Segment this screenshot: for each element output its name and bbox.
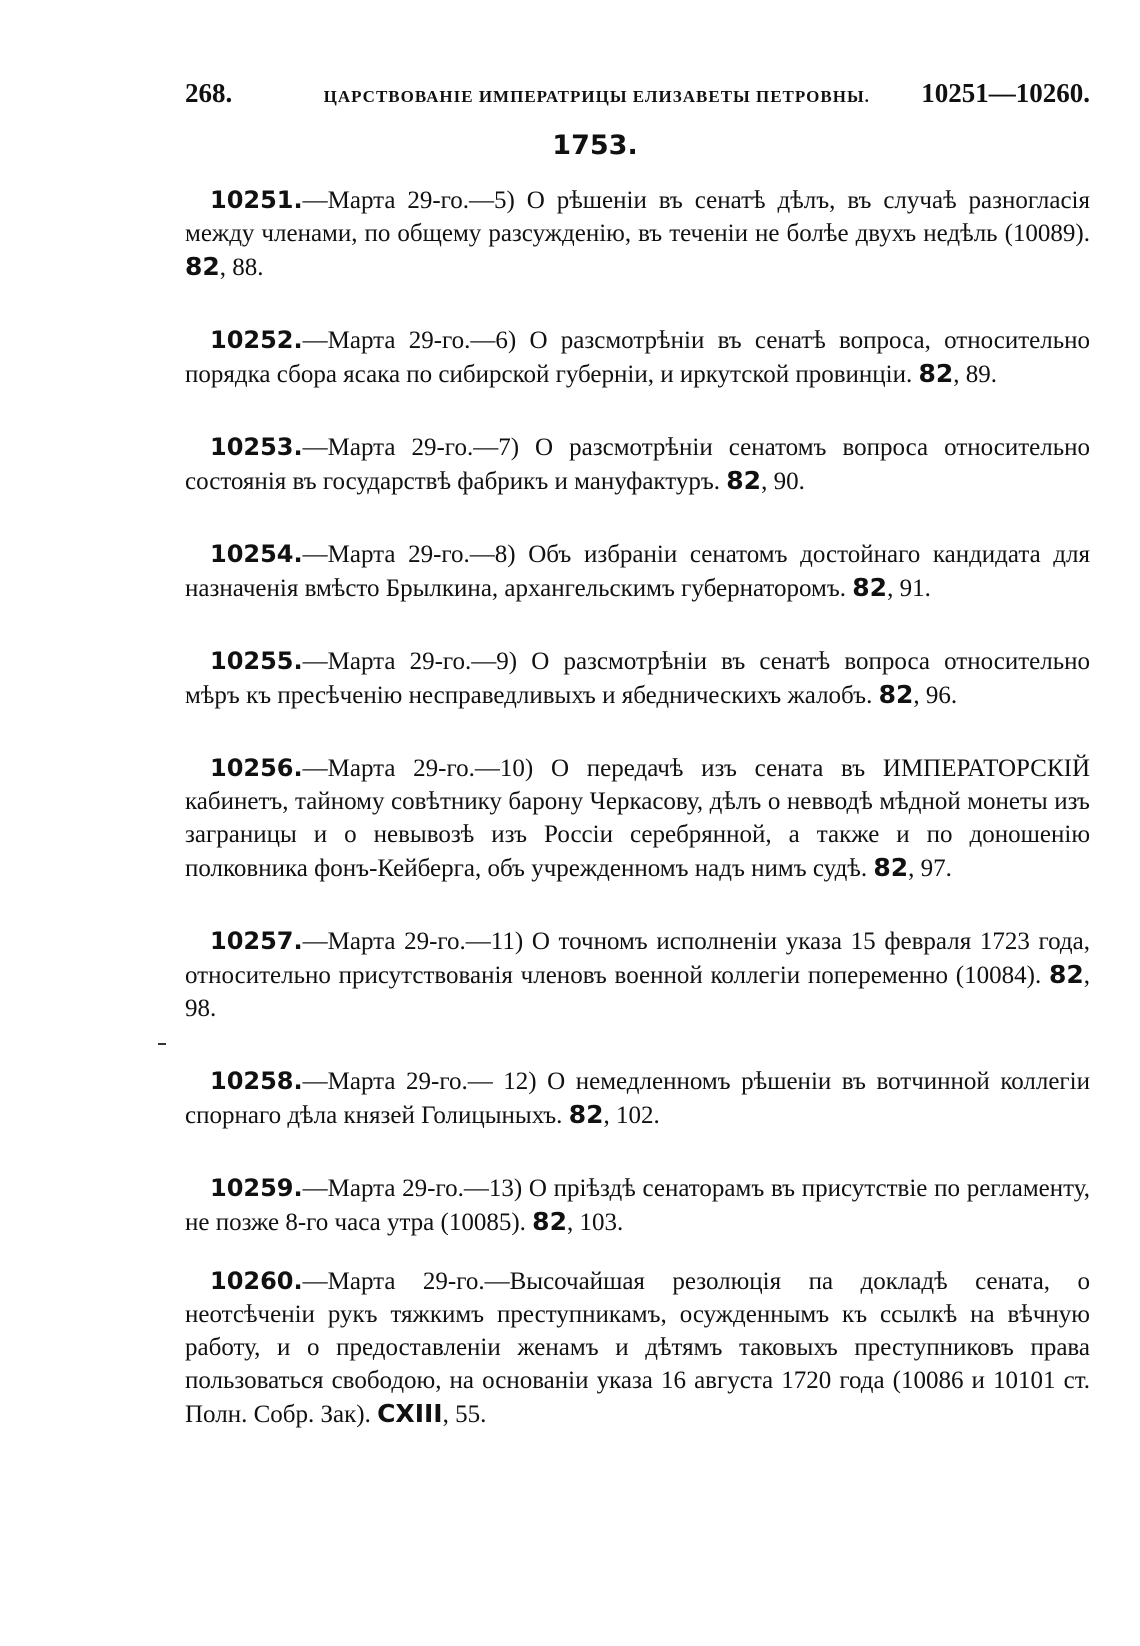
page-header bbox=[185, 78, 1090, 118]
entries-list bbox=[185, 184, 1090, 1431]
entry-number: 10256. bbox=[210, 754, 303, 782]
entry bbox=[185, 1265, 1090, 1431]
entry-ref: CXIII bbox=[377, 1399, 443, 1428]
entry-number: 10260. bbox=[210, 1267, 303, 1295]
entry bbox=[185, 645, 1090, 712]
entry-text: —Марта 29-го.—8) Объ избраніи сенатомъ достойнаго кандидата для назначенія вмѣсто Брылкина, архангельскимъ губернаторомъ. bbox=[185, 541, 1090, 602]
entry-page: , 97. bbox=[908, 855, 952, 882]
entry-page: , 88. bbox=[219, 254, 264, 281]
entry-text: —Марта 29-го.—Высочайшая резолюція па докладѣ сената, о неотсѣченіи рукъ тяжкимъ преступникамъ, осужденнымъ къ ссылкѣ на вѣчную работу, и о предоставленіи женамъ и дѣтямъ таковыхъ преступниковъ права пользоваться свободою, на основаніи указа 16 августа 1720 года (10086 и 10101 ст. Полн. Собр. Зак). bbox=[185, 1268, 1090, 1428]
entry-ref: 82 bbox=[185, 252, 220, 281]
entry bbox=[185, 324, 1090, 391]
margin-mark bbox=[158, 1043, 166, 1045]
entry bbox=[185, 1065, 1090, 1132]
entry bbox=[185, 538, 1090, 605]
entry-text: —Марта 29-го.—10) О передачѣ изъ сената въ ИМПЕРАТОРСКІЙ кабинетъ, тайному совѣтнику барону Черкасову, дѣлъ о невводѣ мѣдной монеты изъ заграницы и о невывозѣ изъ Россіи серебрянной, а также и по доношенію полковника фонъ-Кейберга, объ учрежденномъ надъ нимъ судѣ. bbox=[185, 755, 1090, 882]
entry-number: 10253. bbox=[210, 433, 303, 461]
entry-page: , 102. bbox=[603, 1102, 660, 1129]
entry-range: 10251—10260. bbox=[921, 78, 1090, 108]
entry-ref: 82 bbox=[852, 573, 888, 602]
entry-text: —Марта 29-го.— 12) О немедленномъ рѣшеніи въ вотчинной коллегіи спорнаго дѣла князей Голицыныхъ. bbox=[185, 1068, 1090, 1129]
entry-text: —Марта 29-го.—13) О пріѣздѣ сенаторамъ въ присутствіе по регламенту, не позже 8-го часа утра (10085). bbox=[185, 1175, 1090, 1236]
entry-number: 10255. bbox=[210, 647, 303, 675]
entry-number: 10254. bbox=[210, 540, 303, 568]
entry-ref: 82 bbox=[568, 1100, 604, 1129]
entry bbox=[185, 431, 1090, 498]
entry-number: 10258. bbox=[210, 1067, 303, 1095]
entry-page: , 55. bbox=[442, 1401, 487, 1428]
entry-page: , 91. bbox=[887, 575, 931, 602]
page-number: 268. bbox=[185, 78, 233, 108]
entry-page: , 98. bbox=[185, 962, 1091, 1022]
entry-ref: 82 bbox=[726, 466, 762, 495]
entry-ref: 82 bbox=[873, 853, 909, 882]
entry bbox=[185, 1172, 1090, 1239]
entry-page: , 90. bbox=[761, 468, 805, 495]
entry bbox=[185, 752, 1090, 885]
entry-number: 10259. bbox=[210, 1174, 303, 1202]
running-title: ЦАРСТВОВАНІЕ ИМПЕРАТРИЦЫ ЕЛИЗАВЕТЫ ПЕТРОВНЫ. bbox=[323, 87, 870, 106]
entry-text: —Марта 29-го.—7) О разсмотрѣніи сенатомъ вопроса относительно состоянія въ государствѣ фабрикъ и мануфактуръ. bbox=[185, 434, 1090, 495]
year-heading: 1753. bbox=[552, 130, 638, 161]
entry-text: —Марта 29-го.—9) О разсмотрѣніи въ сенатѣ вопроса относительно мѣръ къ пресѣченію несправедливыхъ и ябедническихъ жалобъ. bbox=[185, 648, 1090, 709]
entry-text: —Марта 29-го.—11) О точномъ исполненіи указа 15 февраля 1723 года, относительно присутствованія членовъ военной коллегіи попеременно (10084). bbox=[185, 928, 1090, 989]
entry bbox=[185, 184, 1090, 284]
entry-text: —Марта 29-го.—6) О разсмотрѣніи въ сенатѣ вопроса, относительно порядка сбора ясака по сибирской губерніи, и иркутской провинціи. bbox=[185, 327, 1090, 388]
entry-ref: 82 bbox=[532, 1207, 567, 1236]
entry-page: , 103. bbox=[566, 1209, 624, 1236]
entry-number: 10251. bbox=[210, 186, 303, 214]
entry bbox=[185, 925, 1090, 1025]
entry-ref: 82 bbox=[1048, 960, 1084, 989]
entry-page: , 89. bbox=[953, 361, 998, 388]
entry-number: 10257. bbox=[210, 927, 303, 955]
entry-text: —Марта 29-го.—5) О рѣшеніи въ сенатѣ дѣлъ, въ случаѣ разногласія между членами, по общему разсужденію, въ теченіи не болѣе двухъ недѣль (10089). bbox=[185, 187, 1090, 247]
entry-ref: 82 bbox=[918, 359, 954, 388]
entry-ref: 82 bbox=[878, 680, 914, 709]
entry-page: , 96. bbox=[913, 682, 958, 709]
entry-number: 10252. bbox=[210, 326, 303, 354]
